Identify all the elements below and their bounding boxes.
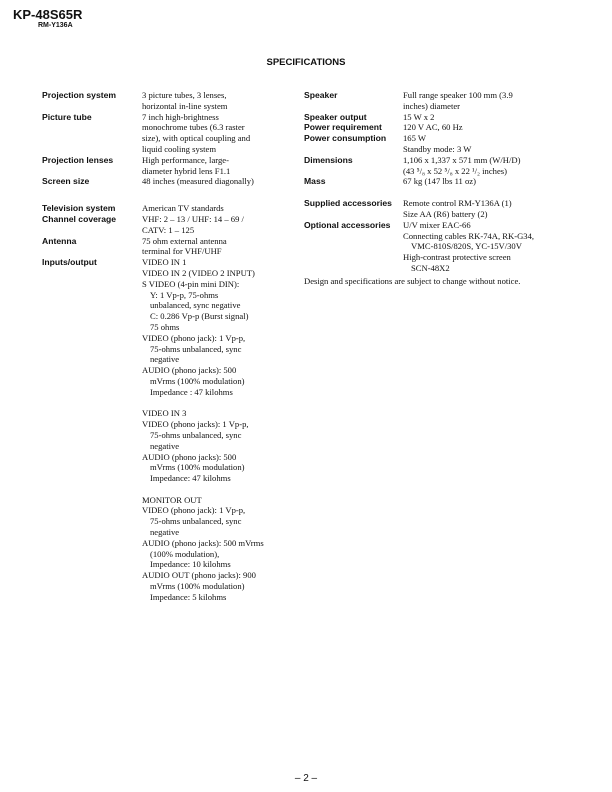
spec-value-line: Size AA (R6) battery (2) xyxy=(403,208,488,219)
spec-value-line: Impedance: 47 kilohms xyxy=(150,473,231,484)
spec-value-line: 75 ohms xyxy=(150,321,180,332)
spec-optional-accessories xyxy=(304,220,564,274)
spec-value-line: Impedance: 5 kilohms xyxy=(150,591,227,602)
spec-picture-tube xyxy=(42,112,282,155)
spec-value-line: 67 kg (147 lbs 11 oz) xyxy=(403,176,476,187)
spec-value-line: negative xyxy=(150,354,180,365)
spec-inputs-output xyxy=(42,257,282,603)
spec-label: Television system xyxy=(42,203,116,214)
spec-label: Inputs/output xyxy=(42,257,97,268)
spec-value-line: Full range speaker 100 mm (3.9 xyxy=(403,90,513,100)
spec-value xyxy=(403,220,534,274)
spec-value xyxy=(403,198,512,220)
spec-value-line: VIDEO (phono jack): 1 Vp-p, xyxy=(142,332,246,343)
spec-value-line: VMC-810S/820S, YC-15V/30V xyxy=(411,241,522,252)
spec-value-line: VIDEO IN 1 xyxy=(142,257,187,268)
specs-right-column xyxy=(304,90,564,274)
spec-value-line: mVrms (100% modulation) xyxy=(150,375,245,386)
spec-speaker-output xyxy=(304,112,564,123)
spec-value xyxy=(403,133,471,155)
spec-value-line: VIDEO (phono jacks): 1 Vp-p, xyxy=(142,419,249,430)
spec-antenna xyxy=(42,236,282,258)
spec-value-line: 75 ohm external antenna xyxy=(142,235,227,246)
spec-value-line: inches) diameter xyxy=(403,100,461,111)
spec-label: Power consumption xyxy=(304,133,387,144)
spec-value-line: AUDIO (phono jacks): 500 xyxy=(142,365,237,376)
spec-value-line: High performance, large- xyxy=(142,154,229,165)
spec-value-line: MONITOR OUT xyxy=(142,494,202,505)
specs-left-column xyxy=(42,90,282,603)
spec-value-line: AUDIO (phono jacks): 500 xyxy=(142,451,237,462)
spec-value xyxy=(403,122,463,133)
spec-value-line: 120 V AC, 60 Hz xyxy=(403,122,463,133)
spec-value-line: horizontal in-line system xyxy=(142,100,228,111)
spec-value-line: 165 W xyxy=(403,133,426,144)
spec-value-line: negative xyxy=(150,440,180,451)
spec-value-line: negative xyxy=(150,527,180,538)
spec-value-line: Remote control RM-Y136A (1) xyxy=(403,198,512,209)
spec-value-line: Connecting cables RK-74A, RK-G34, xyxy=(403,230,535,241)
spec-value-line: 15 W x 2 xyxy=(403,111,435,122)
spec-value-line: mVrms (100% modulation) xyxy=(150,462,245,473)
spec-value-line: AUDIO (phono jacks): 500 mVrms xyxy=(142,537,264,548)
spec-channel-coverage xyxy=(42,214,282,236)
spec-label: Screen size xyxy=(42,176,90,187)
spec-label: Picture tube xyxy=(42,111,92,122)
spec-power-consumption xyxy=(304,133,564,155)
spec-value-line: 75-ohms unbalanced, sync xyxy=(150,343,242,354)
spec-value xyxy=(403,155,520,177)
spec-value-line: diameter hybrid lens F1.1 xyxy=(142,165,231,176)
spec-value-line: 75-ohms unbalanced, sync xyxy=(150,429,242,440)
spec-projection-system xyxy=(42,90,282,112)
spec-value xyxy=(142,203,224,214)
spec-value-line: S VIDEO (4-pin mini DIN): xyxy=(142,278,240,289)
spec-projection-lenses xyxy=(42,155,282,177)
remote-model-number: RM-Y136A xyxy=(38,22,73,29)
spec-value xyxy=(403,176,476,187)
spec-value-line: terminal for VHF/UHF xyxy=(142,246,222,257)
spec-value-line: Y: 1 Vp-p, 75-ohms xyxy=(150,289,219,300)
spec-label: Mass xyxy=(304,176,326,187)
spec-value-line: 3 picture tubes, 3 lenses, xyxy=(142,90,227,100)
spec-value xyxy=(142,257,264,603)
spec-value xyxy=(142,112,250,155)
disclaimer-note: Design and specifications are subject to change without notice. xyxy=(304,276,521,286)
spec-label: Channel coverage xyxy=(42,213,117,224)
page-number: – 2 – xyxy=(294,773,318,784)
spec-value-line: 48 inches (measured diagonally) xyxy=(142,176,254,187)
spec-value-line: VIDEO (phono jack): 1 Vp-p, xyxy=(142,505,246,516)
spec-value-line: VIDEO IN 3 xyxy=(142,408,187,419)
spec-value-line: SCN-48X2 xyxy=(411,262,450,273)
spec-value-line: size), with optical coupling and xyxy=(142,133,251,144)
spec-label: Power requirement xyxy=(304,122,382,133)
spec-value-line: monochrome tubes (6.3 raster xyxy=(142,122,245,133)
spec-mass xyxy=(304,176,564,187)
spec-value-line: CATV: 1 – 125 xyxy=(142,224,195,235)
spec-label: Antenna xyxy=(42,235,77,246)
spec-value xyxy=(142,176,254,187)
spec-value xyxy=(403,112,434,123)
spec-label: Projection lenses xyxy=(42,154,114,165)
spec-power-requirement xyxy=(304,122,564,133)
spec-value-line: C: 0.286 Vp-p (Burst signal) xyxy=(150,311,249,322)
spec-speaker xyxy=(304,90,564,112)
spec-value-line: (100% modulation), xyxy=(150,548,220,559)
spec-value-line: VIDEO IN 2 (VIDEO 2 INPUT) xyxy=(142,267,255,278)
spec-value-line: AUDIO OUT (phono jacks): 900 xyxy=(142,570,256,581)
spec-value xyxy=(142,155,230,177)
spec-value xyxy=(142,236,227,258)
spec-label: Speaker output xyxy=(304,111,367,122)
spec-value-line: unbalanced, sync negative xyxy=(150,300,241,311)
spec-value-line: VHF: 2 – 13 / UHF: 14 – 69 / xyxy=(142,213,244,224)
spec-value xyxy=(142,90,227,112)
spec-value xyxy=(142,214,244,236)
spec-value-line: mVrms (100% modulation) xyxy=(150,581,245,592)
spec-value-line: liquid cooling system xyxy=(142,143,216,154)
spec-value-line: (43 ⁵/₈ x 52 ⁵/₈ x 22 ¹/₂ inches) xyxy=(403,165,507,176)
spec-television-system xyxy=(42,203,282,214)
spec-dimensions xyxy=(304,155,564,177)
spec-value-line: U/V mixer EAC-66 xyxy=(403,219,471,230)
spec-value-line: High-contrast protective screen xyxy=(403,252,511,263)
spec-value-line: Impedance: 10 kilohms xyxy=(150,559,231,570)
spec-value-line: American TV standards xyxy=(142,203,224,214)
spec-label: Supplied accessories xyxy=(304,198,392,209)
model-number: KP-48S65R xyxy=(13,7,83,22)
spec-label: Optional accessories xyxy=(304,219,391,230)
spec-label: Dimensions xyxy=(304,154,353,165)
spec-value-line: 1,106 x 1,337 x 571 mm (W/H/D) xyxy=(403,154,521,165)
spec-value-line: 7 inch high-brightness xyxy=(142,111,219,122)
spec-value-line: 75-ohms unbalanced, sync xyxy=(150,516,242,527)
spec-label: Projection system xyxy=(42,90,117,100)
spec-value xyxy=(403,90,513,112)
spec-label: Speaker xyxy=(304,90,338,100)
spec-value-line: Standby mode: 3 W xyxy=(403,143,472,154)
spec-supplied-accessories xyxy=(304,198,564,220)
page-title: SPECIFICATIONS xyxy=(266,57,346,68)
spec-screen-size xyxy=(42,176,282,187)
spec-value-line: Impedance : 47 kilohms xyxy=(150,386,233,397)
